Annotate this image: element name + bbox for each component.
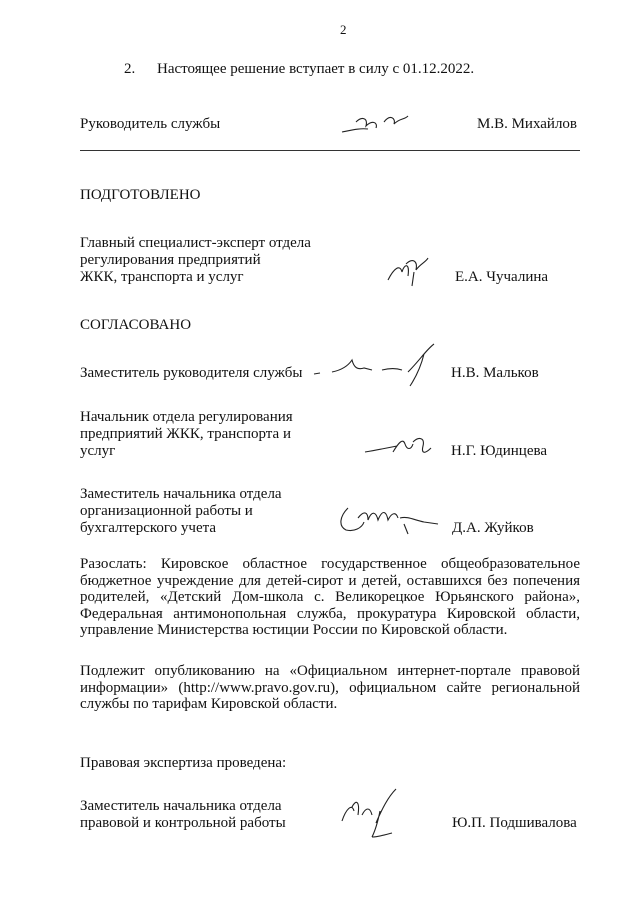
signer-1-name: Н.В. Мальков [451, 365, 539, 381]
signer-2-name: Н.Г. Юдинцева [451, 443, 548, 459]
separator-line [80, 150, 580, 151]
signer-3-name: Д.А. Жуйков [452, 520, 534, 536]
signer-3-signature [334, 498, 444, 540]
signer-1-signature [312, 340, 442, 390]
signer-3-line-1: Заместитель начальника отдела [80, 486, 282, 502]
signer-2-line-2: предприятий ЖКК, транспорта и [80, 426, 291, 442]
item-number: 2. [124, 61, 136, 77]
publication-paragraph: Подлежит опубликованию на «Официальном интернет-портале правовой информации» (http://www.pravo.gov.ru), официальном сайте региональной службы по тарифам Кировской области. [80, 663, 580, 712]
prepared-label: ПОДГОТОВЛЕНО [80, 187, 201, 203]
signer-3-line-3: бухгалтерского учета [80, 520, 217, 536]
head-signature [338, 110, 418, 140]
prepared-line-1: Главный специалист-эксперт отдела [80, 235, 311, 251]
distribution-paragraph: Разослать: Кировское областное государственное общеобразовательное бюджетное учреждение для детей-сирот и детей, оставшихся без попечения родителей, «Детский Дом-школа с. Великорецкое Юрьянского района», Федеральная антимонопольная служба, прокуратура Кировской области, управление Министерства юстиции России по Кировской области. [80, 556, 580, 638]
signer-2-line-1: Начальник отдела регулирования [80, 409, 293, 425]
legal-line-2: правовой и контрольной работы [80, 815, 286, 831]
legal-signature [336, 785, 406, 840]
signer-2-signature [363, 432, 438, 460]
head-name: М.В. Михайлов [477, 116, 578, 132]
legal-name: Ю.П. Подшивалова [452, 815, 577, 831]
legal-line-1: Заместитель начальника отдела [80, 798, 282, 814]
legal-label: Правовая экспертиза проведена: [80, 755, 287, 771]
head-title: Руководитель службы [80, 116, 221, 132]
prepared-line-2: регулирования предприятий [80, 252, 261, 268]
prepared-name: Е.А. Чучалина [455, 269, 549, 285]
prepared-line-3: ЖКК, транспорта и услуг [80, 269, 244, 285]
prepared-signature [384, 254, 434, 288]
item-text: Настоящее решение вступает в силу с 01.12.2022. [157, 61, 475, 77]
signer-3-line-2: организационной работы и [80, 503, 253, 519]
signer-2-line-3: услуг [80, 443, 116, 459]
signer-1-line-1: Заместитель руководителя службы [80, 365, 303, 381]
page-number: 2 [340, 22, 347, 37]
agreed-label: СОГЛАСОВАНО [80, 317, 192, 333]
